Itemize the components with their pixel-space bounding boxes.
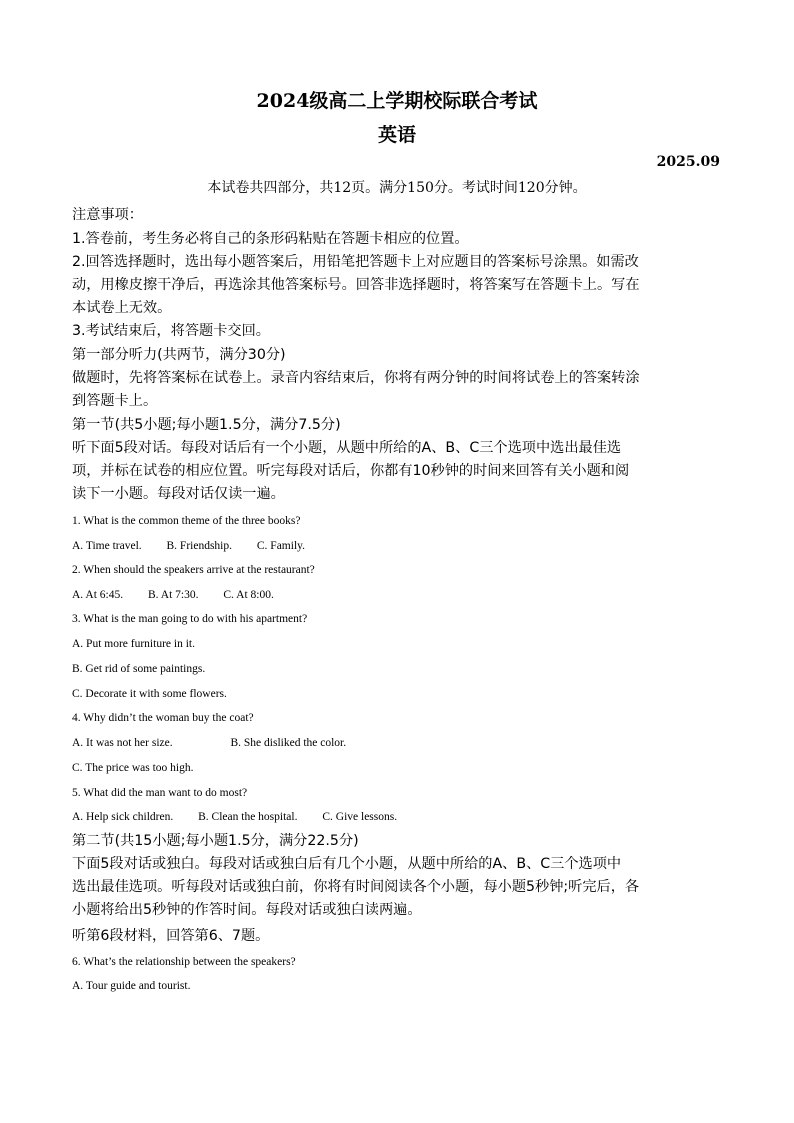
question-4-options (72, 735, 722, 751)
question-6-option-a: A. Tour guide and tourist. (72, 980, 191, 992)
notice-item-3: 3.考试结束后，将答题卡交回。 (72, 323, 270, 339)
question-5-stem: 5. What did the man want to do most? (72, 787, 248, 799)
question-5-option-b: B. Clean the hospital. (198, 811, 298, 823)
question-3-option-b: B. Get rid of some paintings. (72, 663, 206, 675)
exam-title: 2024级高二上学期校际联合考试 (256, 90, 538, 112)
question-1-option-c: C. Family. (256, 540, 306, 552)
section2-heading: 第二节(共15小题;每小题1.5分，满分22.5分) (72, 833, 359, 849)
question-2-stem: 2. When should the speakers arrive at the restaurant? (72, 564, 315, 576)
part1-heading: 第一部分听力(共两节，满分30分) (72, 347, 286, 363)
section1-instr-line-2: 项，并标在试卷的相应位置。听完每段对话后，你都有10秒钟的时间来回答有关小题和阅 (72, 463, 630, 479)
question-3-stem: 3. What is the man going to do with his apartment? (72, 613, 308, 625)
exam-intro: 本试卷共四部分，共12页。满分150分。考试时间120分钟。 (207, 180, 587, 196)
exam-date: 2025.09 (656, 154, 720, 170)
question-5-option-a: A. Help sick children. (72, 811, 174, 823)
section2-instr-line-2: 选出最佳选项。听每段对话或独白前，你将有时间阅读各个小题，每小题5秒钟;听完后，各 (72, 879, 640, 895)
question-2-option-b: B. At 7:30. (148, 589, 199, 601)
question-2-option-a: A. At 6:45. (72, 589, 124, 601)
question-2-option-c: C. At 8:00. (223, 589, 274, 601)
question-5-option-c: C. Give lessons. (322, 811, 398, 823)
subject-title: 英语 (377, 124, 416, 146)
question-4-option-a: A. It was not her size. (72, 737, 173, 749)
section1-heading: 第一节(共5小题;每小题1.5分，满分7.5分) (72, 417, 341, 433)
question-3-option-c: C. Decorate it with some flowers. (72, 688, 227, 700)
notice-item-1: 1.答卷前，考生务必将自己的条形码粘贴在答题卡相应的位置。 (72, 231, 469, 247)
notice-heading: 注意事项： (72, 207, 143, 223)
question-4-option-c: C. The price was too high. (72, 762, 194, 774)
section1-instr-line-1: 听下面5段对话。每段对话后有一个小题，从题中所给的A、B、C三个选项中选出最佳选 (72, 440, 622, 456)
question-5-options (72, 809, 722, 825)
question-2-options (72, 587, 722, 603)
notice-item-2-line-3: 本试卷上无效。 (72, 300, 172, 316)
question-6-stem: 6. What’s the relationship between the speakers? (72, 956, 296, 968)
question-4-option-b: B. She disliked the color. (230, 737, 347, 749)
section2-instr-line-3: 小题将给出5秒钟的作答时间。每段对话或独白读两遍。 (72, 902, 422, 918)
notice-item-2-line-1: 2.回答选择题时，选出每小题答案后，用铅笔把答题卡上对应题目的答案标号涂黑。如需改 (72, 254, 639, 270)
question-3-option-a: A. Put more furniture in it. (72, 638, 195, 650)
section1-instr-line-3: 读下一小题。每段对话仅读一遍。 (72, 486, 285, 502)
part1-instr-line-1: 做题时，先将答案标在试卷上。录音内容结束后，你将有两分钟的时间将试卷上的答案转涂 (72, 370, 640, 386)
question-1-option-b: B. Friendship. (166, 540, 233, 552)
question-1-options (72, 538, 722, 554)
part1-instr-line-2: 到答题卡上。 (72, 393, 158, 409)
notice-item-2-line-2: 动，用橡皮擦干净后，再选涂其他答案标号。回答非选择题时，将答案写在答题卡上。写在 (72, 277, 640, 293)
question-1-option-a: A. Time travel. (72, 540, 142, 552)
question-1-stem: 1. What is the common theme of the three books? (72, 515, 301, 527)
question-4-stem: 4. Why didn’t the woman buy the coat? (72, 712, 254, 724)
section2-instr-line-1: 下面5段对话或独白。每段对话或独白后有几个小题，从题中所给的A、B、C三个选项中 (72, 856, 622, 872)
material-6-heading: 听第6段材料，回答第6、7题。 (72, 928, 270, 944)
